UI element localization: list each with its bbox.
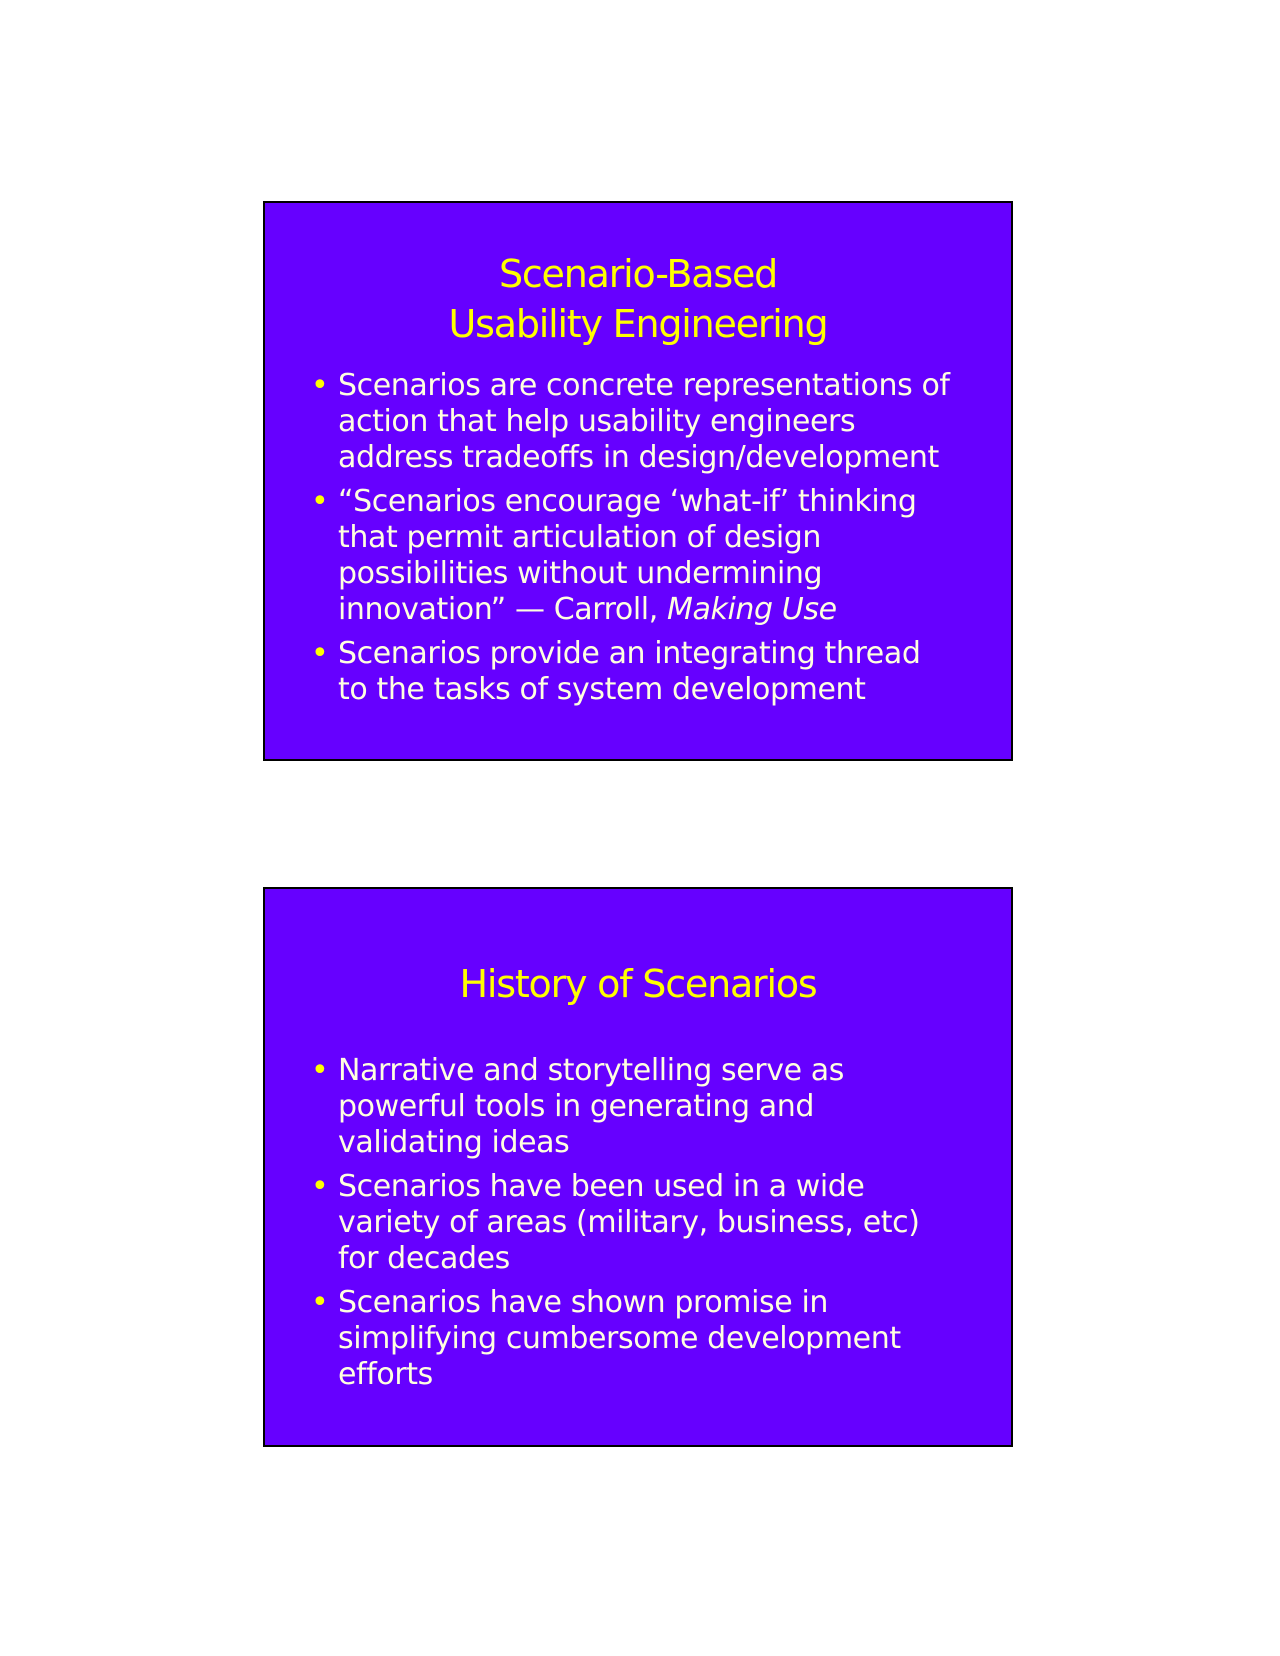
bullet-line: address tradeoffs in design/development: [338, 440, 939, 475]
bullet-line: possibilities without undermining: [338, 556, 823, 591]
bullet-icon: •: [311, 1169, 329, 1204]
bullet-line: validating ideas: [338, 1125, 570, 1160]
bullet-line: powerful tools in generating and: [338, 1089, 815, 1124]
book-title: Making Use: [667, 592, 837, 627]
bullet-list: [311, 368, 991, 716]
bullet-line: efforts: [338, 1357, 433, 1392]
slide-history-of-scenarios: [263, 887, 1013, 1447]
bullet-item: [311, 1053, 991, 1161]
bullet-line: that permit articulation of design: [338, 520, 822, 555]
bullet-item: [311, 1169, 991, 1277]
bullet-item: [311, 1285, 991, 1393]
slide-title-line: Usability Engineering: [448, 302, 828, 346]
bullet-item: [311, 368, 991, 476]
quote-attribution: innovation” — Carroll,: [338, 592, 668, 627]
slide-title-line: History of Scenarios: [459, 962, 817, 1006]
bullet-line: Narrative and storytelling serve as: [338, 1053, 845, 1088]
bullet-icon: •: [311, 1053, 329, 1088]
bullet-line: action that help usability engineers: [338, 404, 856, 439]
bullet-line: “Scenarios encourage ‘what-if’ thinking: [338, 484, 917, 519]
bullet-line: to the tasks of system development: [338, 672, 866, 707]
slide-title: [265, 249, 1011, 349]
bullet-icon: •: [311, 484, 329, 519]
slide-title: [265, 959, 1011, 1009]
slide-scenario-based-usability-engineering: [263, 201, 1013, 761]
slide-title-line: Scenario-Based: [498, 252, 778, 296]
bullet-line: variety of areas (military, business, etc): [338, 1205, 920, 1240]
bullet-line: Scenarios provide an integrating thread: [338, 636, 921, 671]
bullet-line: [338, 592, 991, 628]
bullet-item: [311, 484, 991, 628]
bullet-icon: •: [311, 636, 329, 671]
bullet-line: for decades: [338, 1241, 510, 1276]
bullet-line: Scenarios have been used in a wide: [338, 1169, 865, 1204]
bullet-line: Scenarios are concrete representations of: [338, 368, 950, 403]
bullet-line: simplifying cumbersome development: [338, 1321, 901, 1356]
bullet-icon: •: [311, 368, 329, 403]
bullet-item: [311, 636, 991, 708]
bullet-line: Scenarios have shown promise in: [338, 1285, 829, 1320]
bullet-icon: •: [311, 1285, 329, 1320]
bullet-list: [311, 1053, 991, 1401]
